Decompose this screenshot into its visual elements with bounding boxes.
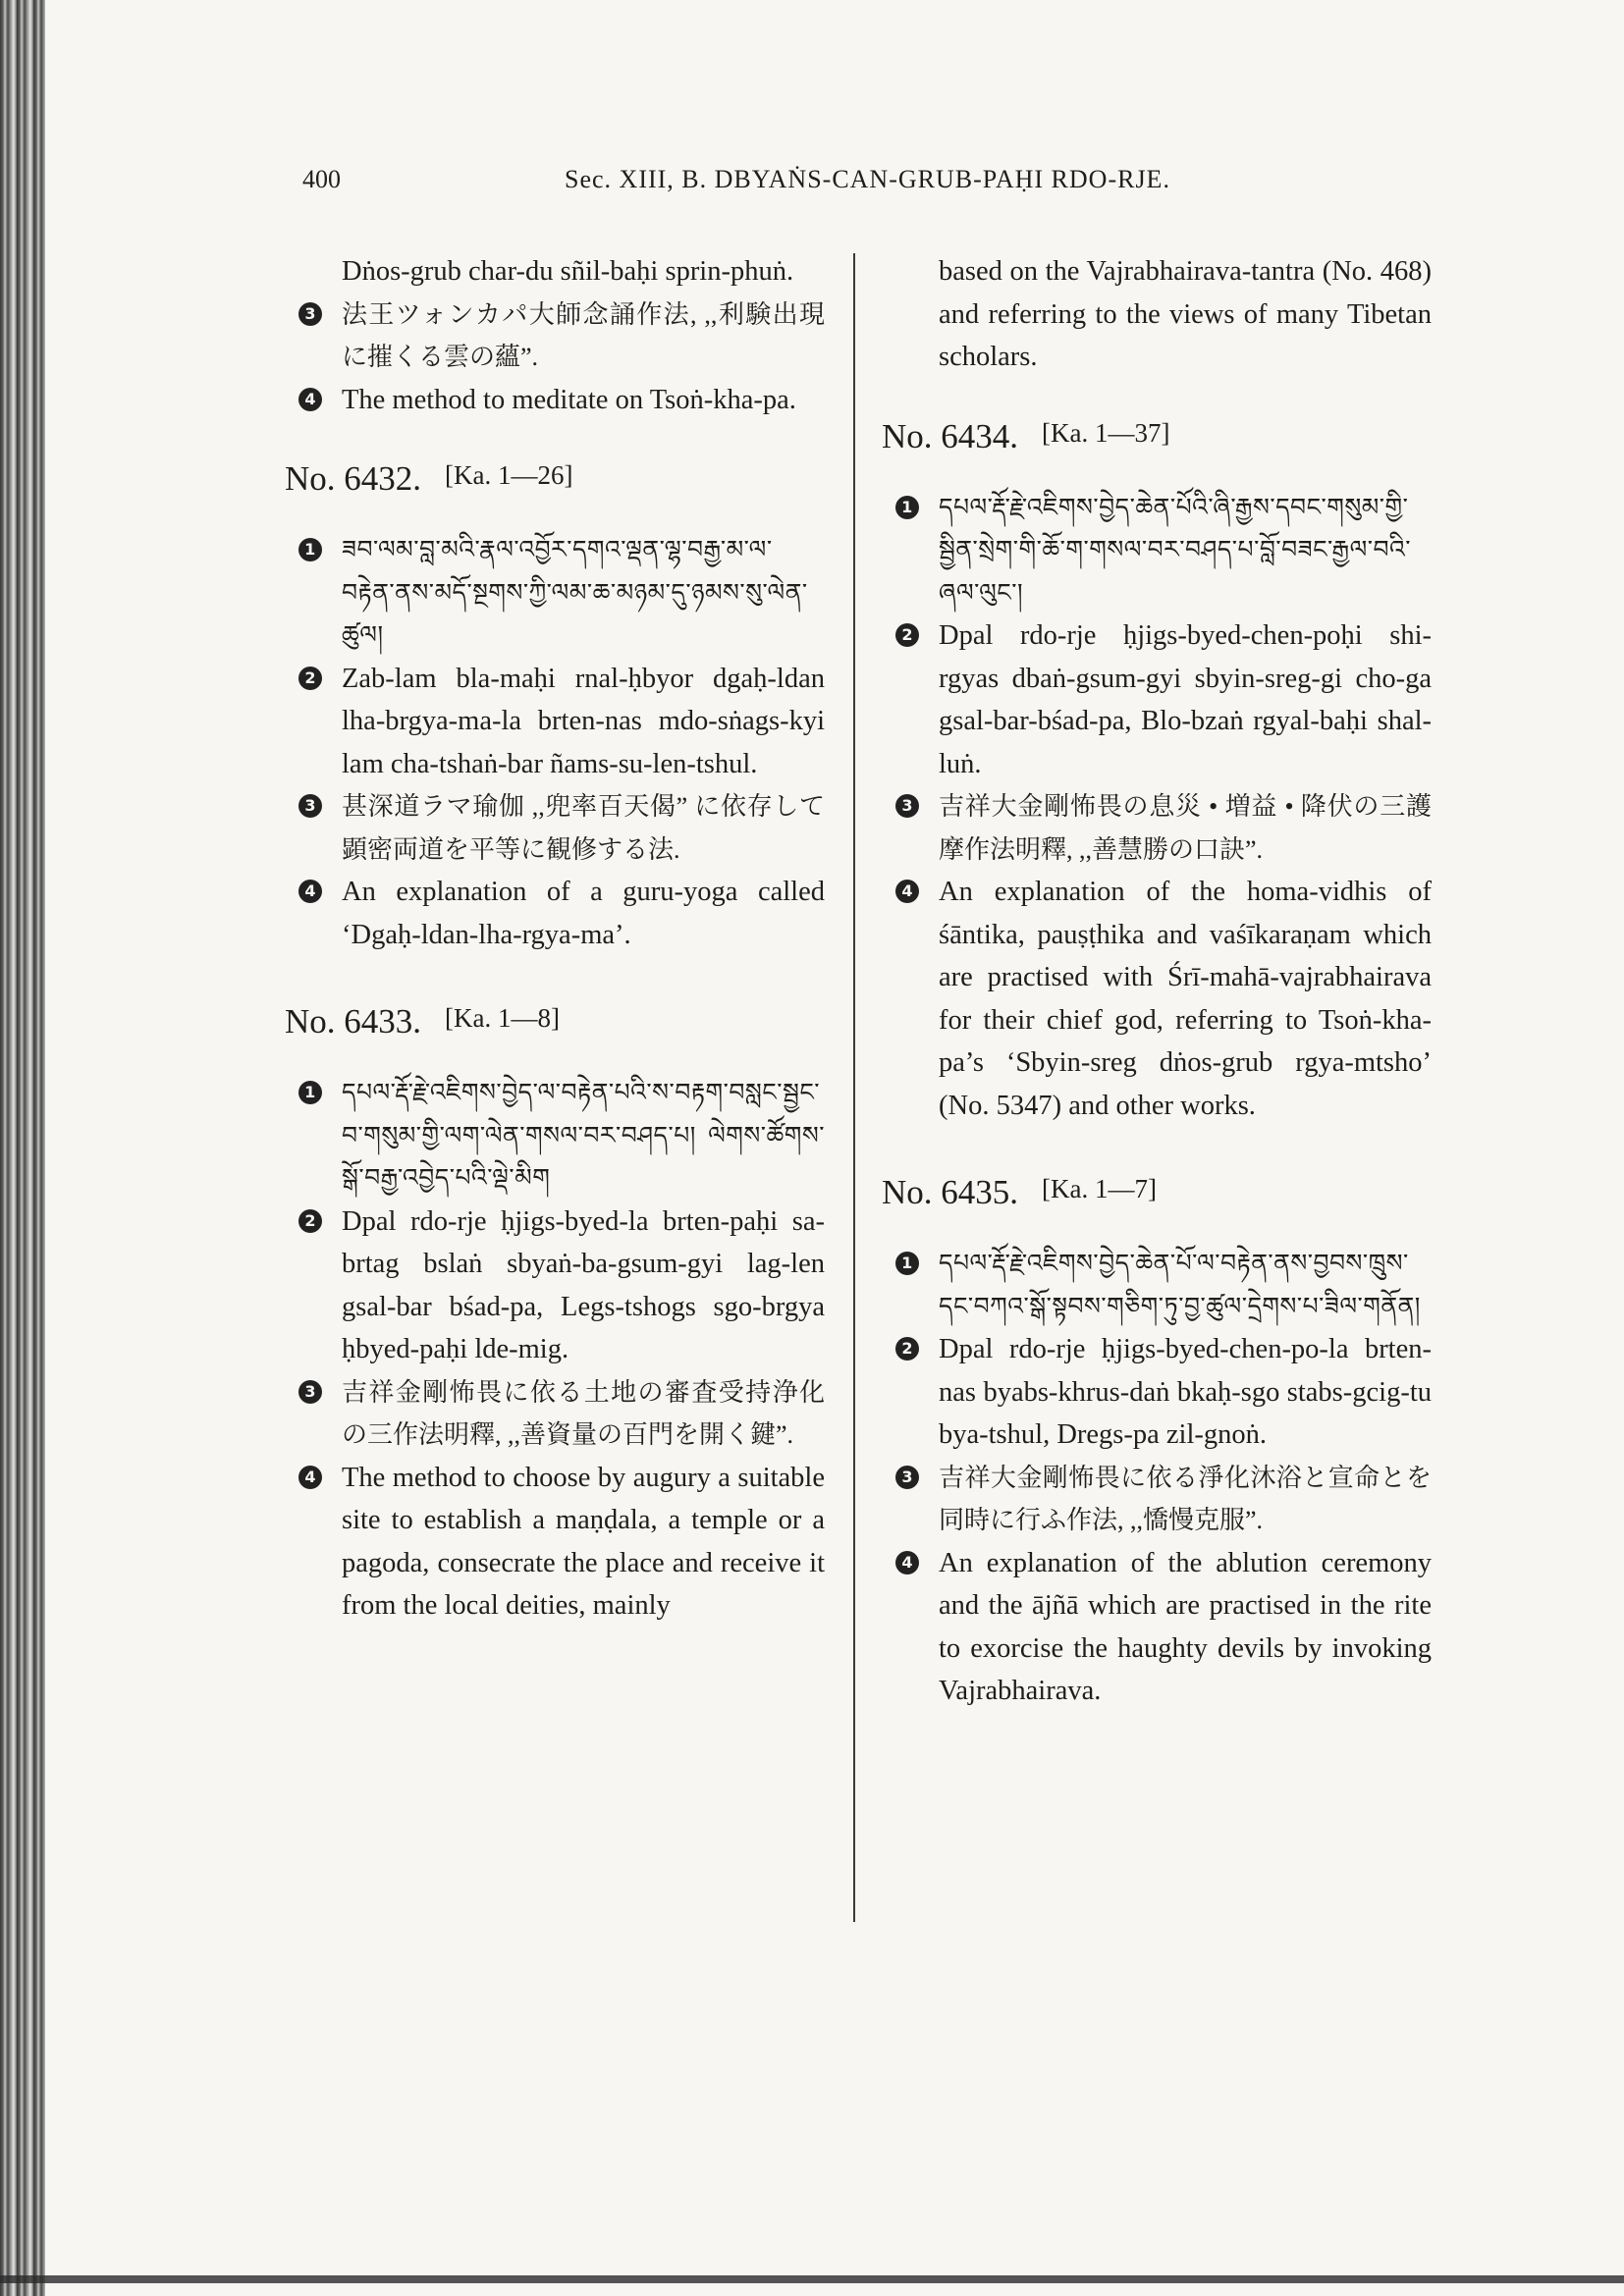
- list-item: [285, 379, 825, 422]
- entry-heading-6433: [285, 999, 825, 1046]
- book-binding-edge: [0, 0, 45, 2296]
- circled-number-1: 1: [895, 496, 919, 519]
- japanese-title: 吉祥大金剛怖畏の息災 • 増益 • 降伏の三護摩作法明釋, ,,善慧勝の口訣”.: [939, 792, 1432, 864]
- list-item: [882, 1328, 1432, 1457]
- entry-ref: [Ka. 1—37]: [1042, 417, 1170, 448]
- circled-number-2: 2: [298, 667, 322, 690]
- list-item: [285, 871, 825, 956]
- right-column: [882, 250, 1432, 1713]
- circled-number-2: 2: [895, 1337, 919, 1361]
- entry-heading-6434: [882, 414, 1432, 461]
- list-item: [882, 1457, 1432, 1542]
- circled-number-3: 3: [298, 1380, 322, 1404]
- circled-number-3: 3: [298, 302, 322, 326]
- entry-number: No. 6434.: [882, 416, 1019, 455]
- tibetan-title: དཔལ་རྡོ་རྗེ་འཇིགས་བྱེད་ཆེན་པོ་ལ་བརྟེན་ནས་བྱབས་ཁྲུས་དང་བཀའ་སྒོ་སྟབས་གཅིག་ཏུ་བྱ་ཚུལ་དྲེགས་པ་ཟིལ་གནོན།: [939, 1251, 1421, 1320]
- circled-number-4: 4: [298, 1466, 322, 1489]
- tibetan-title: ཟབ་ལམ་བླ་མའི་རྣལ་འབྱོར་དགའ་ལྡན་ལྷ་བརྒྱ་མ་ལ་བརྟེན་ནས་མདོ་སྔགས་ཀྱི་ལམ་ཆ་མཉམ་དུ་ཉམས་སུ་ལེན་ཚུལ།: [342, 537, 808, 649]
- list-item: [285, 1457, 825, 1628]
- transliterated-title: Dpal rdo-rje ḥjigs-byed-chen-po-la brten-nas byabs-khrus-daṅ bkaḥ-sgo stabs-gcig-tu bya-tshul, Dregs-pa zil-gnoṅ.: [939, 1334, 1432, 1450]
- circled-number-4: 4: [298, 388, 322, 411]
- list-item: [285, 658, 825, 786]
- english-description: An explanation of a guru-yoga called ‘Dgaḥ-ldan-lha-rgya-ma’.: [342, 877, 825, 950]
- list-item: [882, 871, 1432, 1127]
- transliterated-title: Zab-lam bla-maḥi rnal-ḥbyor dgaḥ-ldan lha-brgya-ma-la brten-nas mdo-sṅags-kyi lam cha-tshaṅ-bar ñams-su-len-tshul.: [342, 663, 825, 779]
- list-item: [285, 1201, 825, 1371]
- list-item: [882, 1243, 1432, 1328]
- circled-number-2: 2: [298, 1209, 322, 1233]
- tibetan-title: དཔལ་རྡོ་རྗེ་འཇིགས་བྱེད་ཆེན་པོའི་ཞི་རྒྱས་དབང་གསུམ་གྱི་སྦྱིན་སྲེག་གི་ཆོ་ག་གསལ་བར་བཤད་པ་བློ་བཟང་རྒྱལ་བའི་ཞལ་ལུང་།: [939, 494, 1412, 607]
- circled-number-2: 2: [895, 623, 919, 647]
- list-item: [285, 1072, 825, 1201]
- english-description: An explanation of the ablution ceremony and the ājñā which are practised in the rite to exorcise the haughty devils by invoking Vajrabhairava.: [939, 1547, 1432, 1706]
- circled-number-1: 1: [895, 1252, 919, 1275]
- tibetan-title: དཔལ་རྡོ་རྗེ་འཇིགས་བྱེད་ལ་བརྟེན་པའི་ས་བརྟག་བསླང་སྦྱང་བ་གསུམ་གྱི་ལག་ལེན་གསལ་བར་བཤད་པ། ལེགས་ཚོགས་སྒོ་བརྒྱ་འབྱེད་པའི་ལྡེ་མིག: [342, 1080, 825, 1192]
- page-bottom-edge: [0, 2275, 1624, 2283]
- page-header: [0, 165, 1624, 204]
- circled-number-1: 1: [298, 1081, 322, 1104]
- japanese-title: 吉祥大金剛怖畏に依る淨化沐浴と宣命とを同時に行ふ作法, ,,憍慢克服”.: [939, 1463, 1432, 1534]
- entry-number: No. 6433.: [285, 1002, 422, 1041]
- transliterated-title: Dpal rdo-rje ḥjigs-byed-la brten-paḥi sa-brtag bslaṅ sbyaṅ-ba-gsum-gyi lag-len gsal-bar bśad-pa, Legs-tshogs sgo-brgya ḥbyed-paḥi lde-mig.: [342, 1205, 825, 1364]
- column-divider: [853, 253, 855, 1922]
- continuation-text: Dṅos-grub char-du sñil-baḥi sprin-phuṅ.: [342, 256, 794, 287]
- english-description: An explanation of the homa-vidhis of śāntika, pauṣṭhika and vaśīkaraṇam which are practised with Śrī-mahā-vajrabhairava for their chief god, referring to Tsoṅ-kha-pa’s ‘Sbyin-sreg dṅos-grub rgya-mtsho’ (No. 5347) and other works.: [939, 877, 1432, 1121]
- circled-number-1: 1: [298, 538, 322, 561]
- entry-heading-6432: [285, 456, 825, 504]
- continuation-text: based on the Vajrabhairava-tantra (No. 468) and referring to the views of many Tibetan scholars.: [939, 256, 1432, 372]
- circled-number-3: 3: [895, 794, 919, 818]
- left-column: [285, 250, 825, 1628]
- page-number: 400: [302, 165, 341, 193]
- list-item: [882, 487, 1432, 615]
- entry-heading-6435: [882, 1170, 1432, 1217]
- circled-number-4: 4: [298, 880, 322, 903]
- japanese-title: 法王ツォンカパ大師念誦作法, ,,利験出現に摧くる雲の蘊”.: [342, 299, 825, 371]
- english-description: The method to choose by augury a suitable site to establish a maṇḍala, a temple or a pagoda, consecrate the place and receive it from the local deities, mainly: [342, 1462, 825, 1621]
- japanese-title: 甚深道ラマ瑜伽 ,,兜率百天偈” に依存して顕密両道を平等に観修する法.: [342, 792, 825, 864]
- circled-number-4: 4: [895, 1551, 919, 1575]
- running-head: Sec. XIII, B. DBYAṄS-CAN-GRUB-PAḤI RDO-RJE.: [565, 165, 1170, 193]
- entry-ref: [Ka. 1—7]: [1042, 1174, 1157, 1203]
- entry-number: No. 6432.: [285, 459, 422, 498]
- circled-number-3: 3: [895, 1466, 919, 1489]
- transliterated-title: Dpal rdo-rje ḥjigs-byed-chen-poḥi shi-rgyas dbaṅ-gsum-gyi sbyin-sreg-gi cho-ga gsal-bar-bśad-pa, Blo-bzaṅ rgyal-baḥi shal-luṅ.: [939, 620, 1432, 779]
- entry-ref: [Ka. 1—26]: [445, 460, 573, 490]
- list-item: [285, 1371, 825, 1457]
- list-item: [882, 785, 1432, 871]
- list-item: [285, 529, 825, 658]
- circled-number-3: 3: [298, 794, 322, 818]
- entry-ref: [Ka. 1—8]: [445, 1003, 560, 1033]
- english-description: The method to meditate on Tsoṅ-kha-pa.: [342, 384, 796, 415]
- list-item: [882, 1542, 1432, 1713]
- entry-number: No. 6435.: [882, 1173, 1019, 1211]
- list-item: [285, 294, 825, 379]
- japanese-title: 吉祥金剛怖畏に依る土地の審査受持浄化の三作法明釋, ,,善資量の百門を開く鍵”.: [342, 1377, 825, 1449]
- list-item: [285, 785, 825, 871]
- list-item: [882, 614, 1432, 785]
- circled-number-4: 4: [895, 880, 919, 903]
